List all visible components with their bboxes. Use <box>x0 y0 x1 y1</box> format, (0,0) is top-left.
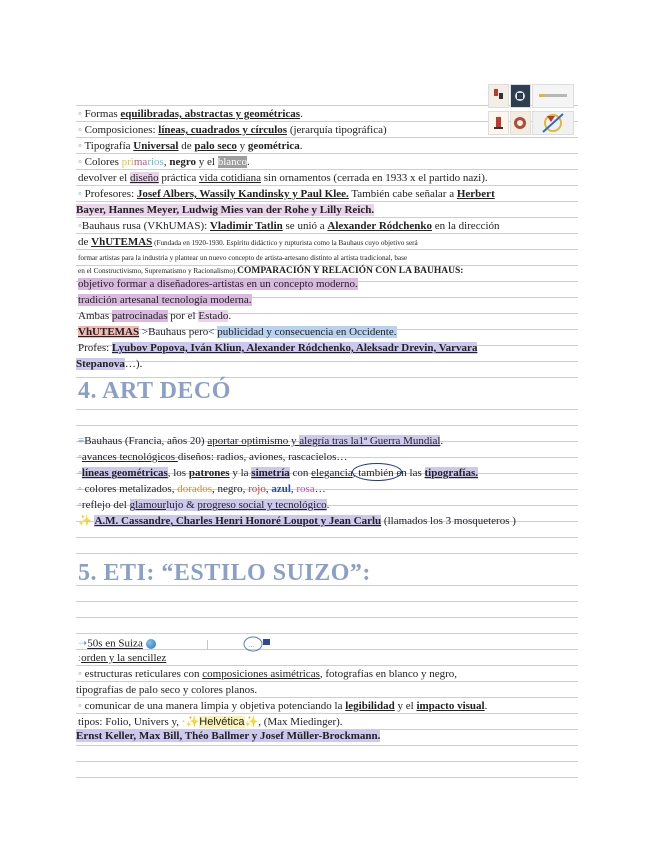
suizo-line-3: ◦ estructuras reticulares con composiciones asimétricas, fotografías en blanco y negro, <box>78 668 458 680</box>
bauhaus-line-7: Bayer, Hannes Meyer, Ludwig Mies van der Rohe y Lilly Reich. <box>76 204 375 216</box>
svg-text:…: … <box>248 641 256 649</box>
artdeco-line-1: ≡Bauhaus (Francia, años 20) aportar optimismo y alegría tras la1ª Guerra Mundial. <box>78 435 444 447</box>
bauhaus-line-4: ◦ Colores primarios, negro y el blanco. <box>78 156 250 168</box>
bauhaus-line-12: objetivo formar a diseñadores-artistas en un concepto moderno. <box>78 278 358 290</box>
suizo-line-6: tipos: Folio, Univers y, ⋅✨Helvética✨, (Max Miedinger). <box>78 716 343 728</box>
bauhaus-line-9: de VhUTEMAS (Fundada en 1920-1930. Espíritu didáctico y rupturista como la Bauhaus cuyo objetivo será <box>78 236 418 248</box>
suizo-line-4: tipografías de palo seco y colores planos. <box>76 684 258 696</box>
suizo-line-2: :orden y la sencillez <box>78 652 167 664</box>
elegancia-circle-annotation <box>352 463 402 481</box>
artdeco-line-5: ◦reflejo del glamourlujo & progreso social y tecnológico. <box>78 499 330 511</box>
bauhaus-logo-icon <box>510 84 531 108</box>
suizo-line-5: ◦ comunicar de una manera limpia y objetiva potenciando la legibilidad y el impacto visual. <box>78 700 488 712</box>
bauhaus-line-11: en el Constructivismo, Suprematismo y Racionalismo).COMPARACIÓN Y RELACIÓN CON LA BAUHAUS: <box>78 266 464 276</box>
globe-icon <box>146 639 156 649</box>
artdeco-line-3: ◦líneas geométricas, los patrones y la simetría con elegancia, también en las tipografías. <box>78 467 478 479</box>
bauhaus-line-16: Profes: Lyubov Popova, Iván Kliun, Alexander Ródchenko, Aleksadr Drevin, Varvara <box>78 342 478 354</box>
bauhaus-poster-icon <box>488 84 509 108</box>
artdeco-line-6: ✨ A.M. Cassandre, Charles Henri Honoré Loupot y Jean Carlu (llamados los 3 mosqueteros ) <box>78 515 516 527</box>
bauhaus-line-10: formar artistas para la industria y plantear un nuevo concepto de artista-artesano distinto al artista tradicional, base <box>78 254 408 262</box>
section-heading-art-deco: 4. ART DECÓ <box>78 378 231 404</box>
bauhaus-line-14: Ambas patrocinadas por el Estado. <box>78 310 232 322</box>
sparkles-icon: ✨ <box>78 515 92 527</box>
bauhaus-line-8: ◦Bauhaus rusa (VKhUMAS): Vladimir Tatlin se unió a Alexander Ródchenko en la dirección <box>78 220 500 232</box>
section-heading-estilo-suizo: 5. ETI: “ESTILO SUIZO”: <box>78 560 371 586</box>
bauhaus-line-2: ◦ Composiciones: líneas, cuadrados y círculos (jerarquía tipográfica) <box>78 124 387 136</box>
artdeco-line-4: ◦ colores metalizados, dorados, negro, rojo, azul, rosa… <box>78 483 326 495</box>
bauhaus-line-3: ◦ Tipografía Universal de palo seco y geométrica. <box>78 140 303 152</box>
bauhaus-type-icon <box>532 84 574 108</box>
suizo-line-7: Ernst Keller, Max Bill, Théo Ballmer y Josef Müller-Brockmann. <box>76 730 381 742</box>
bauhaus-line-13: tradición artesanal tecnología moderna. <box>78 294 252 306</box>
bauhaus-line-6: ◦ Profesores: Josef Albers, Wassily Kandinsky y Paul Klee. También cabe señalar a Herbert <box>78 188 495 200</box>
artdeco-line-2: ◦avances tecnológicos diseños: radios, aviones, rascacielos… <box>78 451 348 463</box>
bauhaus-line-15: VhUTEMAS >Bauhaus pero< publicidad y consecuencia en Occidente. <box>78 326 397 338</box>
bauhaus-line-1: ◦ Formas equilibradas, abstractas y geométricas. <box>78 108 303 120</box>
suizo-line-1: ➝50s en Suiza | … <box>78 635 578 653</box>
bauhaus-line-17: Stepanova…). <box>76 358 143 370</box>
bauhaus-line-5: devolver el diseño práctica vida cotidiana sin ornamentos (cerrada en 1933 x el partido nazi). <box>78 172 488 184</box>
